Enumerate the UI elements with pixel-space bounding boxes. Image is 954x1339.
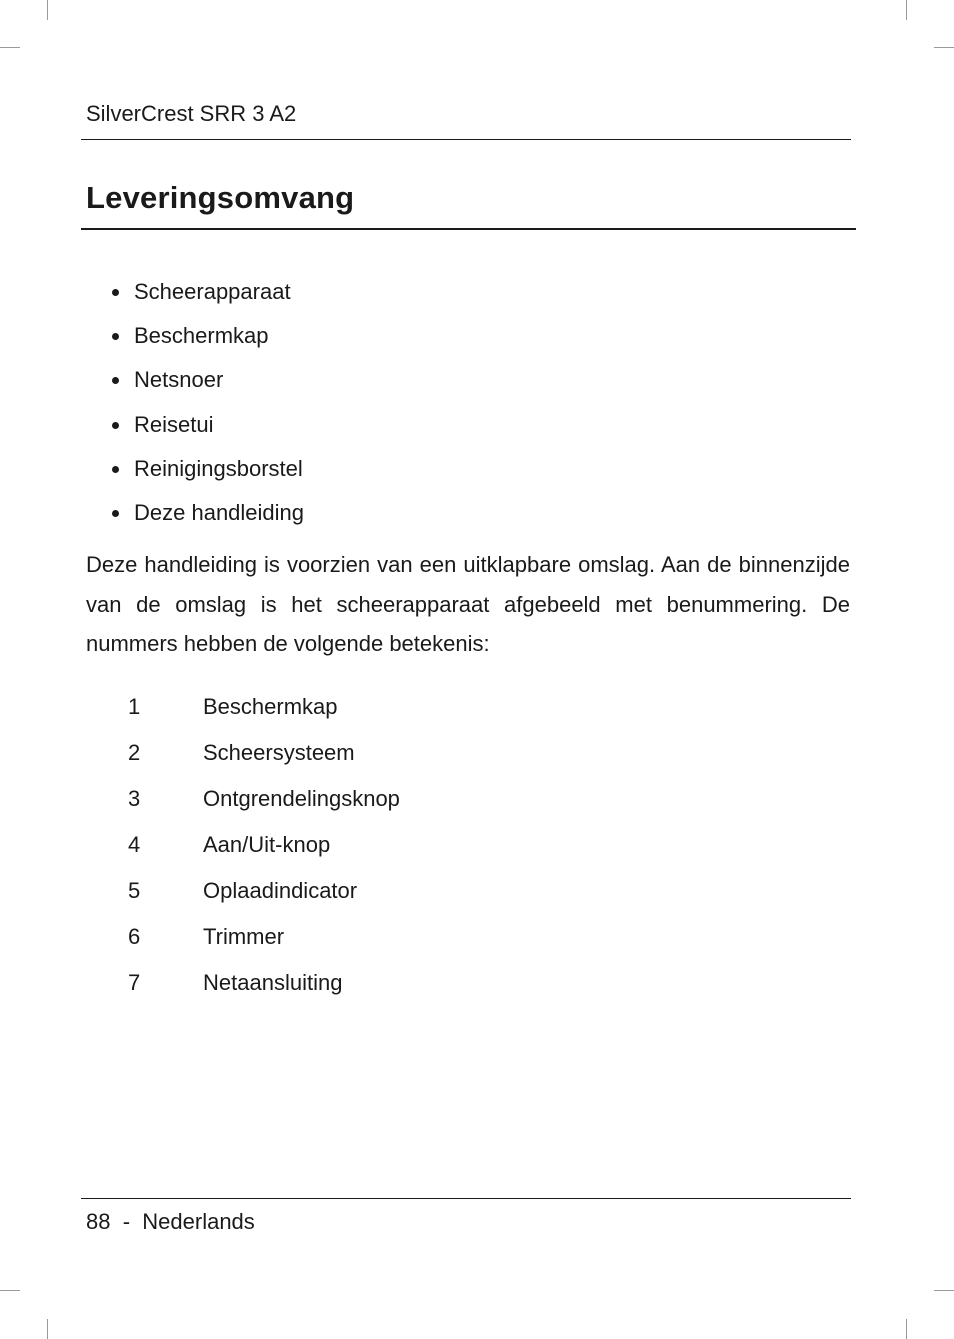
- list-item: Scheerapparaat: [110, 270, 304, 314]
- part-label: Ontgrendelingsknop: [203, 786, 400, 811]
- footer-language: Nederlands: [142, 1209, 255, 1234]
- part-label: Oplaadindicator: [203, 878, 358, 903]
- scope-list: [110, 270, 304, 535]
- list-item: Netsnoer: [110, 358, 304, 402]
- crop-mark-top-left: [47, 0, 48, 20]
- parts-row: [128, 960, 400, 1006]
- list-item: Beschermkap: [110, 314, 304, 358]
- part-number: 7: [128, 970, 141, 995]
- header-rule: [81, 139, 851, 140]
- crop-mark-bottom-right: [906, 1319, 907, 1339]
- parts-list: [128, 684, 400, 1006]
- part-number: 3: [128, 786, 141, 811]
- part-label: Scheersysteem: [203, 740, 355, 765]
- crop-mark-left-bottom: [0, 1290, 20, 1291]
- part-number: 1: [128, 694, 141, 719]
- part-label: Beschermkap: [203, 694, 338, 719]
- part-number: 2: [128, 740, 141, 765]
- crop-mark-top-right: [906, 0, 907, 20]
- part-number: 4: [128, 832, 141, 857]
- parts-row: [128, 914, 400, 960]
- part-number: 5: [128, 878, 141, 903]
- page-footer: [86, 1208, 255, 1236]
- footer-separator: -: [122, 1209, 131, 1234]
- parts-row: [128, 730, 400, 776]
- crop-mark-right-top: [934, 47, 954, 48]
- list-item: Reisetui: [110, 403, 304, 447]
- part-label: Trimmer: [203, 924, 285, 949]
- part-number: 6: [128, 924, 141, 949]
- parts-row: [128, 868, 400, 914]
- list-item: Deze handleiding: [110, 491, 304, 535]
- list-item: Reinigingsborstel: [110, 447, 304, 491]
- heading-rule: [81, 228, 856, 230]
- crop-mark-bottom-left: [47, 1319, 48, 1339]
- running-header: SilverCrest SRR 3 A2: [86, 101, 297, 126]
- part-label: Netaansluiting: [203, 970, 343, 995]
- parts-row: [128, 684, 400, 730]
- parts-row: [128, 776, 400, 822]
- part-label: Aan/Uit-knop: [203, 832, 331, 857]
- section-heading: Leveringsomvang: [86, 180, 355, 215]
- crop-mark-left-top: [0, 47, 20, 48]
- page-number: 88: [86, 1209, 111, 1234]
- crop-mark-right-bottom: [934, 1290, 954, 1291]
- parts-row: [128, 822, 400, 868]
- intro-paragraph: Deze handleiding is voorzien van een uitklapbare omslag. Aan de binnenzijde van de omslag is het scheerapparaat afgebeeld met benummering. De nummers hebben de volgende betekenis:: [86, 552, 850, 656]
- footer-rule: [81, 1198, 851, 1199]
